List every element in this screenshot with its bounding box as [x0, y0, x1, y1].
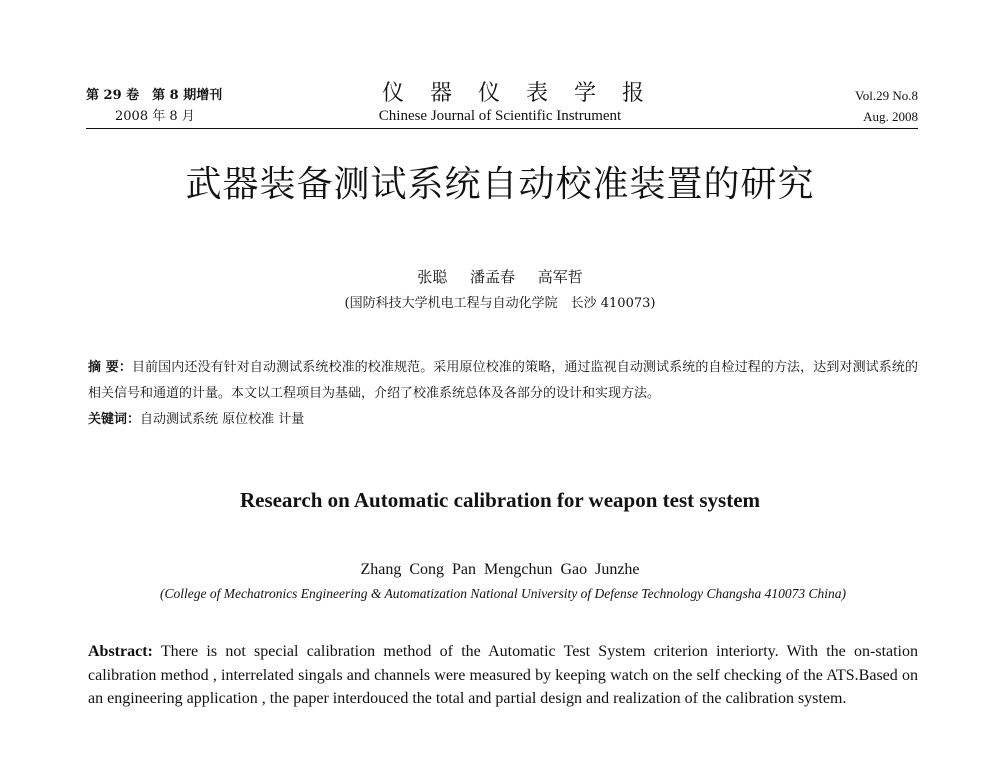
abstract-cn-label: 摘 要：: [88, 360, 132, 375]
abstract-cn-text: 目前国内还没有针对自动测试系统校准的校准规范。采用原位校准的策略，通过监视自动测试系统的自检过程的方法，达到对测试系统的相关信号和通道的计量。本文以工程项目为基础，介绍了校准系统总体及各部分的设计和实现方法。: [88, 360, 918, 401]
journal-date-cn: 2008 年 8 月: [115, 109, 195, 124]
journal-volume-en: Vol.29 No.8: [855, 88, 918, 103]
header-rule: [86, 128, 918, 129]
paper-title-cn: 武器装备测试系统自动校准装置的研究: [185, 164, 815, 205]
journal-name-cn: 仪器仪表学报: [381, 81, 670, 106]
affiliation-en: (College of Mechatronics Engineering & Automatization National University of Defense Technology Changsha 410073 China): [159, 586, 847, 601]
keywords-cn-label: 关键词：: [88, 412, 141, 427]
keywords-cn: [88, 407, 918, 433]
paper-title-en: Research on Automatic calibration for weapon test system: [239, 488, 761, 512]
authors-en: Zhang Cong Pan Mengchun Gao Junzhe: [360, 561, 640, 578]
abstract-en-label: Abstract:: [88, 643, 153, 660]
journal-volume-issue: 第 29 卷 第 8 期增刊: [86, 88, 223, 103]
keywords-cn-text: 自动测试系统 原位校准 计量: [140, 412, 305, 427]
abstract-en: [88, 640, 918, 711]
journal-name-en: Chinese Journal of Scientific Instrument: [378, 108, 622, 124]
journal-date-en: Aug. 2008: [863, 109, 918, 124]
abstract-en-text: There is not special calibration method of the Automatic Test System criterion interiorty. With the on-station calibration method , interrelated singals and channels were measured by keeping watch on the self checking of the ATS.Based on an engineering application , the paper interdouced the total and partial design and realization of the calibration system.: [88, 643, 918, 707]
affiliation-cn: (国防科技大学机电工程与自动化学院 长沙 410073): [344, 296, 656, 311]
abstract-cn: [88, 355, 918, 407]
authors-cn: 张聪 潘孟春 高军哲: [417, 268, 583, 286]
